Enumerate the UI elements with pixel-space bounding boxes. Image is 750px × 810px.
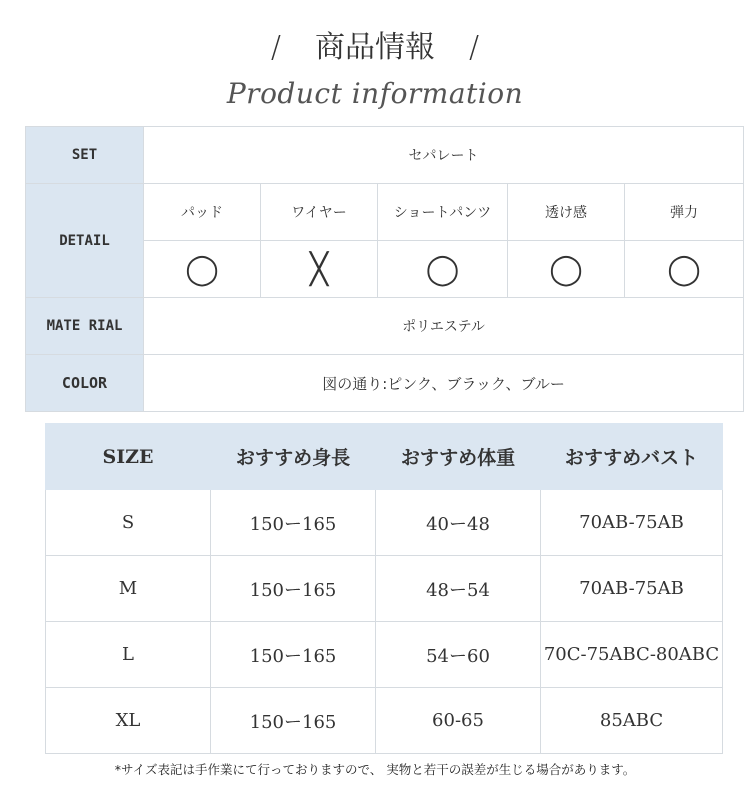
bust-cell: 70AB-75AB [541,490,723,556]
bust-cell: 85ABC [541,688,723,754]
title-slash-right: / [469,30,480,65]
size-table [45,423,723,754]
size-cell: S [46,490,211,556]
bust-cell: 70AB-75AB [541,556,723,622]
title-text: 商品情報 [315,30,435,65]
set-value: セパレート [144,127,744,184]
height-cell: 150ー165 [211,688,376,754]
size-disclaimer-note: *サイズ表記は手作業にて行っておりますので、 実物と若干の誤差が生じる場合があります。 [114,762,636,777]
size-header: SIZE [46,424,211,490]
detail-label: DETAIL [26,184,144,298]
size-header: おすすめバスト [541,424,723,490]
detail-mark-sheer: ◯ [508,241,625,298]
color-value: 図の通り:ピンク、ブラック、ブルー [144,355,744,412]
color-row [26,355,744,412]
detail-name-sheer: 透け感 [508,184,625,241]
detail-mark-wire: ╳ [261,241,378,298]
bust-cell: 70C-75ABC-80ABC [541,622,723,688]
detail-mark-shorts: ◯ [378,241,508,298]
detail-name-shorts: ショートパンツ [378,184,508,241]
material-row [26,298,744,355]
size-cell: XL [46,688,211,754]
size-header-row [46,424,723,490]
weight-cell: 60-65 [376,688,541,754]
height-cell: 150ー165 [211,556,376,622]
set-label: SET [26,127,144,184]
material-value: ポリエステル [144,298,744,355]
title-slash-left: / [270,30,281,65]
table-row [46,622,723,688]
table-row [46,688,723,754]
weight-cell: 40ー48 [376,490,541,556]
detail-mark-stretch: ◯ [625,241,744,298]
size-cell: L [46,622,211,688]
set-row [26,127,744,184]
page-subtitle: Product information [226,77,524,110]
height-cell: 150ー165 [211,490,376,556]
product-info-table [25,126,744,412]
page-title [0,24,750,72]
weight-cell: 48ー54 [376,556,541,622]
material-label: MATE RIAL [26,298,144,355]
size-header: おすすめ体重 [376,424,541,490]
weight-cell: 54ー60 [376,622,541,688]
table-row [46,556,723,622]
detail-name-wire: ワイヤー [261,184,378,241]
size-cell: M [46,556,211,622]
table-row [46,490,723,556]
detail-name-pad: パッド [144,184,261,241]
size-header: おすすめ身長 [211,424,376,490]
detail-mark-pad: ◯ [144,241,261,298]
detail-name-stretch: 弾力 [625,184,744,241]
detail-header-row [26,184,744,241]
height-cell: 150ー165 [211,622,376,688]
color-label: COLOR [26,355,144,412]
